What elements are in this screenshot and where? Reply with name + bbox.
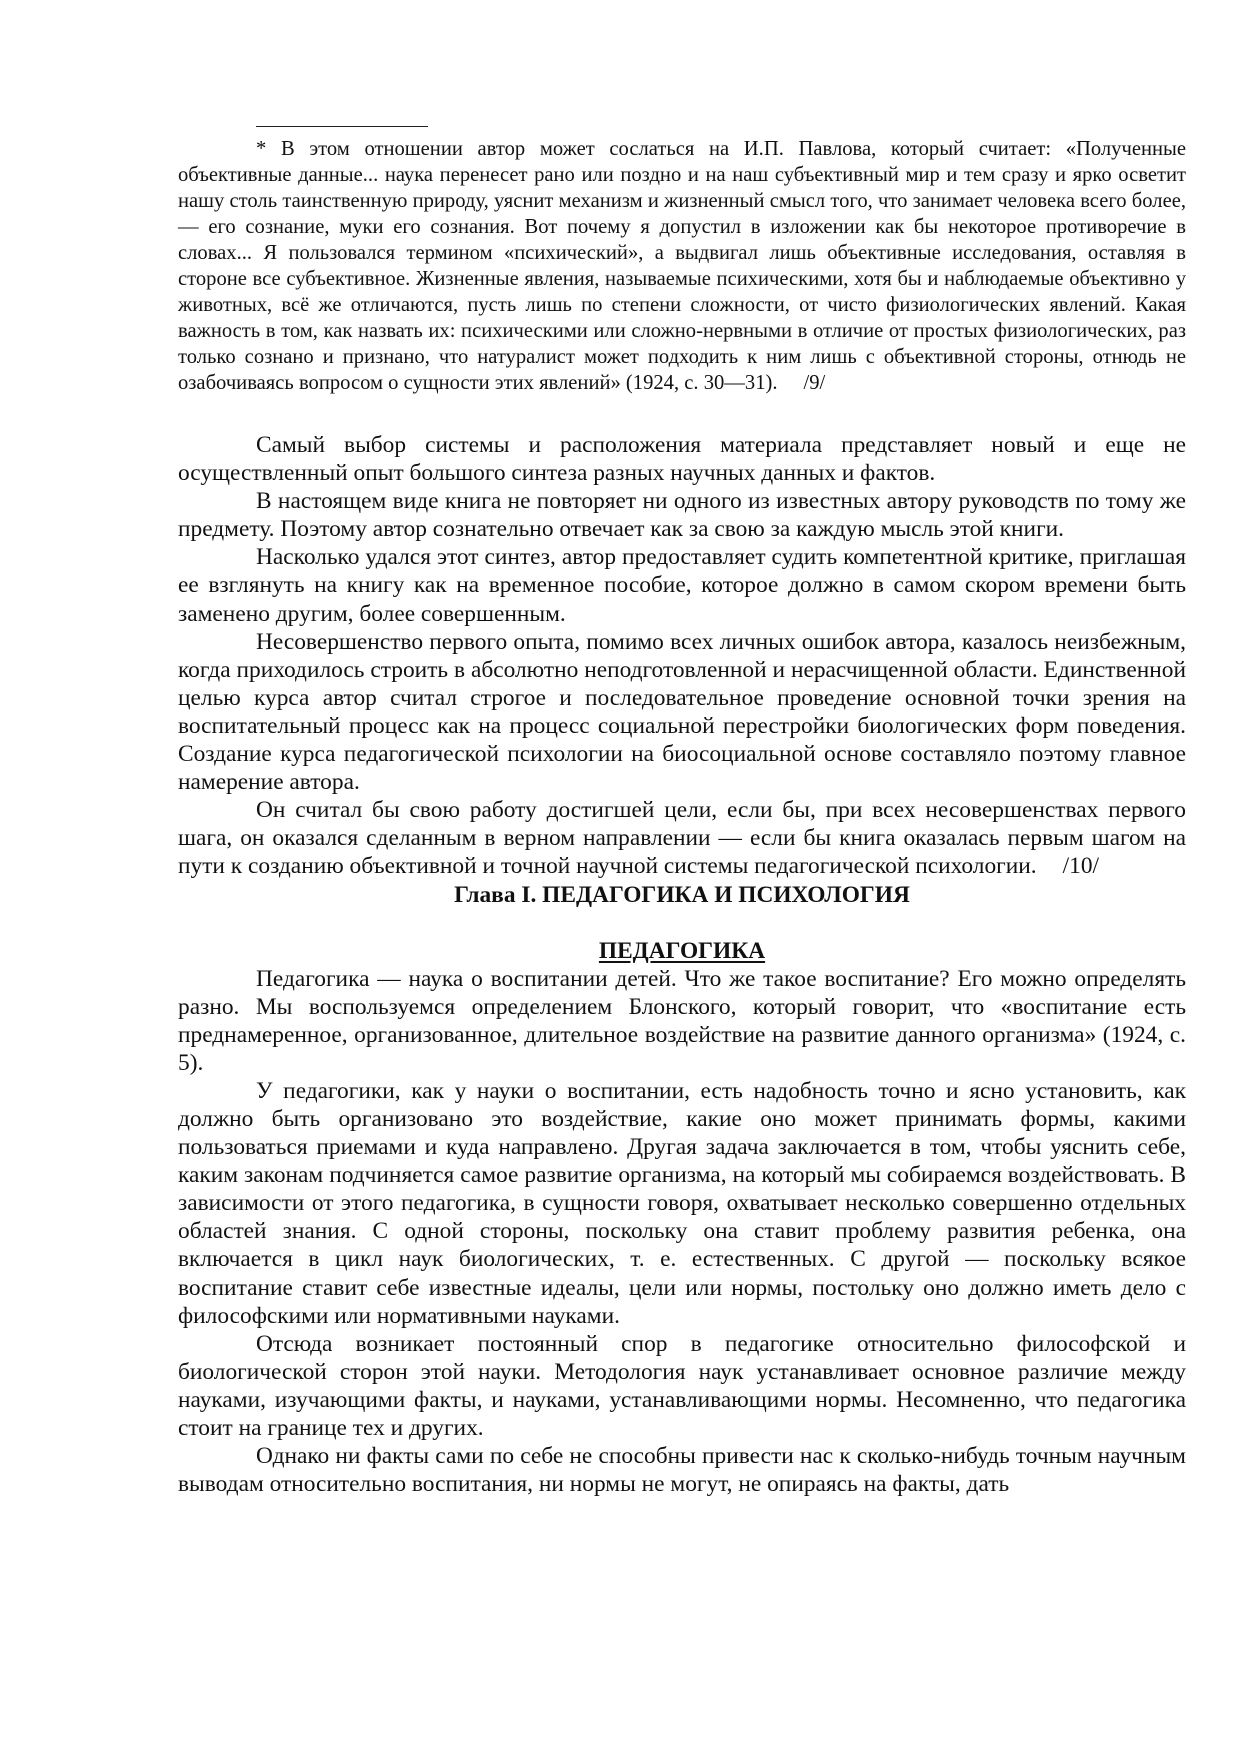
footnote-separator xyxy=(256,126,428,127)
preface-paragraph-3: Насколько удался этот синтез, автор предоставляет судить компетентной критике, приглашая ее взглянуть на книгу как на временное пособие, которое должно в самом скором времени быть заменено другим, более совершенным. xyxy=(178,544,1186,627)
preface-paragraph-5-text: Он считал бы свою работу достигшей цели, если бы, при всех несовершенствах первого шага, он оказался сделанным в верном направлении — если бы книга оказалась первым шагом на пути к созданию объективной и точной научной системы педагогической психологии. xyxy=(178,797,1186,880)
document-page xyxy=(178,126,1186,1498)
footnote-text: * В этом отношении автор может сослаться на И.П. Павлова, который считает: «Полученные объективные данные... наука перенесет рано или поздно и на наш субъективный мир и тем сразу и ярко осветит нашу столь таинственную природу, уяснит механизм и жизненный смысл того, что занимает человека всего более, — его сознание, муки его сознания. Вот почему я допустил в изложении как бы некоторое противоречие в словах... Я пользовался термином «психический», а выдвигал лишь объективные исследования, оставляя в стороне все субъективное. Жизненные явления, называемые психическими, хотя бы и наблюдаемые объективно у животных, всё же отличаются, пусть лишь по степени сложности, от чисто физиологических явлений. Какая важность в том, как назвать их: психическими или сложно-нервными в отличие от простых физиологических, раз только сознано и признано, что натуралист может подходить к ним лишь с объективной стороны, отнюдь не озабочиваясь вопросом о сущности этих явлений» (1924, с. 30—31). xyxy=(178,138,1186,394)
section-paragraph-3: Отсюда возникает постоянный спор в педагогике относительно философской и биологической сторон этой науки. Методология наук устанавливает основное различие между науками, изучающими факты, и науками, устанавливающими нормы. Несомненно, что педагогика стоит на границе тех и других. xyxy=(178,1330,1186,1441)
preface-paragraph-4: Несовершенство первого опыта, помимо всех личных ошибок автора, казалось неизбежным, когда приходилось строить в абсолютно неподготовленной и нерасчищенной области. Единственной целью курса автор считал строгое и последовательное проведение основной точки зрения на воспитательный процесс как на процесс социальной перестройки биологических форм поведения. Создание курса педагогической психологии на биосоциальной основе составляло поэтому главное намерение автора. xyxy=(178,628,1186,796)
footnote xyxy=(178,136,1186,396)
chapter-title: Глава I. ПЕДАГОГИКА И ПСИХОЛОГИЯ xyxy=(454,881,910,908)
page-marker-10: /10/ xyxy=(1062,853,1100,880)
preface-paragraph-5 xyxy=(178,796,1186,880)
spacer xyxy=(178,396,1186,431)
section-paragraph-2: У педагогики, как у науки о воспитании, есть надобность точно и ясно установить, как должно быть организовано это воздействие, какие оно может принимать формы, какими пользоваться приемами и куда направлено. Другая задача заключается в том, чтобы уяснить себе, каким законам подчиняется самое развитие организма, на который мы собираемся воздействовать. В зависимости от этого педагогика, в сущности говоря, охватывает несколько совершенно отдельных областей знания. С одной стороны, поскольку она ставит проблему развития ребенка, она включается в цикл наук биологических, т. е. естественных. С другой — поскольку всякое воспитание ставит себе известные идеалы, цели или нормы, постольку оно должно иметь дело с философскими или нормативными науками. xyxy=(178,1077,1186,1329)
preface-paragraph-1: Самый выбор системы и расположения материала представляет новый и еще не осуществленный опыт большого синтеза разных научных данных и фактов. xyxy=(178,432,1186,487)
section-paragraph-1: Педагогика — наука о воспитании детей. Что же такое воспитание? Его можно определять разно. Мы воспользуемся определением Блонского, который говорит, что «воспитание есть преднамеренное, организованное, длительное воздействие на развитие данного организма» (1924, с. 5). xyxy=(178,965,1186,1076)
preface-paragraph-2: В настоящем виде книга не повторяет ни одного из известных автору руководств по тому же предмету. Поэтому автор сознательно отвечает как за свою за каждую мысль этой книги. xyxy=(178,488,1186,543)
section-title: ПЕДАГОГИКА xyxy=(598,937,766,964)
section-paragraph-4: Однако ни факты сами по себе не способны привести нас к сколько-нибудь точным научным выводам относительно воспитания, ни нормы не могут, не опираясь на факты, дать xyxy=(178,1443,1186,1498)
page-marker-9: /9/ xyxy=(803,372,826,394)
